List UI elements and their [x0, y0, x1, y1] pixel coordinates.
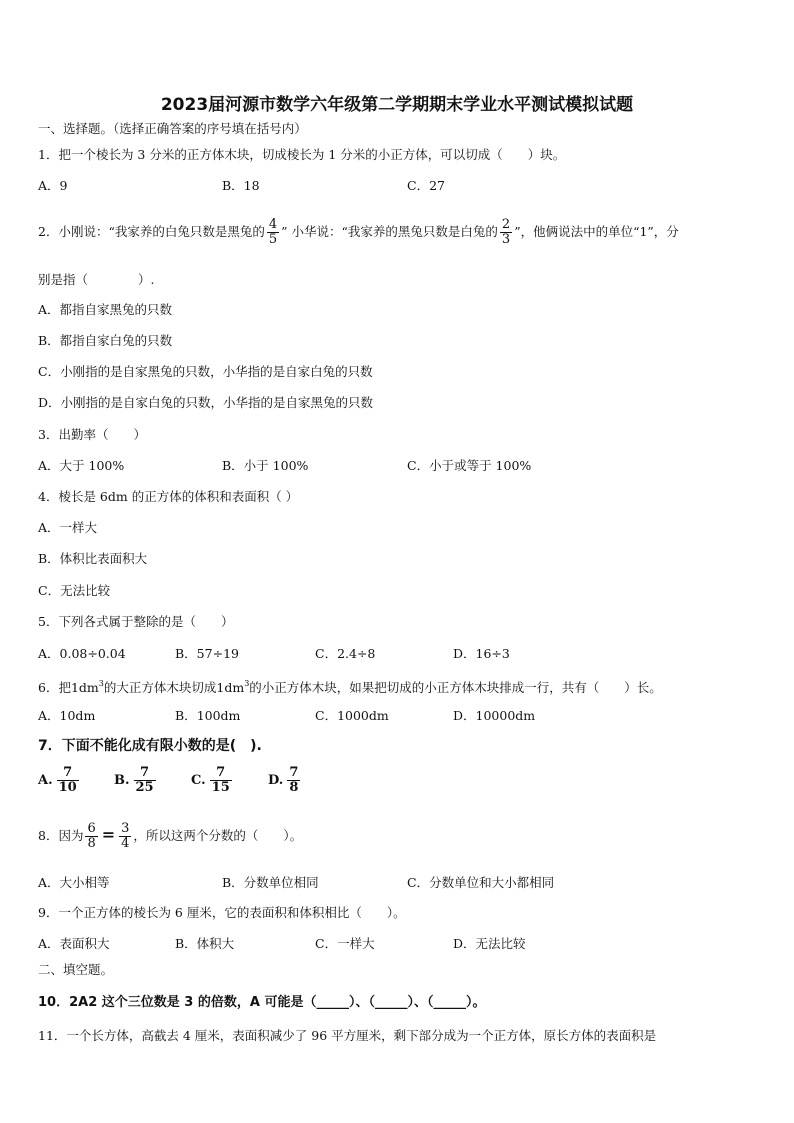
question-1: 1．把一个棱长为 3 分米的正方体木块，切成棱长为 1 分米的小正方体，可以切成（ ）块。 [38, 147, 566, 162]
question-3: 3．出勤率（ ） [38, 427, 146, 442]
q2-option-d: D．小刚指的是自家白兔的只数，小华指的是自家黑兔的只数 [38, 395, 374, 410]
q3-option-a: A．大于 100% [38, 458, 125, 473]
q2-fraction-2-numerator: 2 [501, 217, 511, 232]
q1-option-c: C．27 [407, 178, 445, 193]
q2-fraction-1 [267, 218, 279, 247]
q8-fraction-2: $\frac{3}{4}$ [121, 821, 130, 851]
q6-text-part3: 的小正方体木块，如果把切成的小正方体木块排成一行，共有（ ）长。 [249, 680, 662, 695]
q7-option-d: D. $\frac{7}{8}$ [268, 765, 299, 795]
question-10: 10．2A2 这个三位数是 3 的倍数，A 可能是（_____）、（_____）、（_____）。 [38, 995, 486, 1010]
q8-fraction-1: $\frac{6}{8}$ [87, 821, 96, 851]
q8-option-b: B．分数单位相同 [222, 875, 319, 890]
question-7: 7．下面不能化成有限小数的是( ). [38, 738, 262, 754]
question-6 [38, 676, 662, 696]
q5-option-c: C．2.4÷8 [315, 646, 376, 661]
question-4: 4．棱长是 6dm 的正方体的体积和表面积（ ） [38, 489, 299, 504]
q6-option-a: A．10dm [38, 708, 96, 723]
q6-option-d: D．10000dm [453, 708, 536, 723]
q6-exponent-1: 3 [98, 679, 104, 688]
q2-text-part2: ” 小华说：“我家养的黑兔只数是白兔的 [281, 224, 498, 239]
section-heading-choice: 一、选择题。（选择正确答案的序号填在括号内） [38, 121, 307, 136]
q6-option-c: C．1000dm [315, 708, 389, 723]
q2-option-c: C．小刚指的是自家黑兔的只数，小华指的是自家白兔的只数 [38, 364, 373, 379]
page-title: 2023届河源市数学六年级第二学期期末学业水平测试模拟试题 [160, 95, 634, 115]
question-2 [38, 213, 679, 251]
q4-option-c: C．无法比较 [38, 583, 111, 598]
q6-option-b: B．100dm [175, 708, 241, 723]
question-5: 5．下列各式属于整除的是（ ） [38, 614, 234, 629]
q6-exponent-2: 3 [244, 679, 250, 688]
question-8: 8．因为 $\frac{6}{8}$ = $\frac{3}{4}$ ，所以这两个分数的（ ）。 [38, 821, 303, 851]
q2-text-part1: 2．小刚说：“我家养的白兔只数是黑兔的 [38, 224, 265, 239]
q2-fraction-1-numerator: 4 [268, 217, 278, 232]
q7-option-a: A. $\frac{7}{10}$ [38, 765, 77, 795]
q5-option-a: A．0.08÷0.04 [38, 646, 126, 661]
q5-option-d: D．16÷3 [453, 646, 510, 661]
q6-text-part2: 的大正方体木块切成 [103, 680, 217, 695]
q3-option-c: C．小于或等于 100% [407, 458, 532, 473]
q4-option-a: A．一样大 [38, 520, 98, 535]
q8-option-a: A．大小相等 [38, 875, 110, 890]
section-heading-fill: 二、填空题。 [38, 962, 114, 977]
question-11: 11．一个长方体，高截去 4 厘米，表面积减少了 96 平方厘米，剩下部分成为一个正方体，原长方体的表面积是 [38, 1028, 657, 1043]
q6-text-part1: 6．把 [38, 680, 71, 695]
q4-option-b: B．体积比表面积大 [38, 551, 148, 566]
q7-option-b: B. $\frac{7}{25}$ [114, 765, 154, 795]
q6-unit-2: 1dm [216, 680, 245, 695]
q9-option-d: D．无法比较 [453, 936, 526, 951]
q8-option-c: C．分数单位和大小都相同 [407, 875, 555, 890]
q2-continuation: 别是指（ ）. [38, 272, 155, 287]
q2-text-part3: ”，他俩说法中的单位“1”，分 [514, 224, 679, 239]
q2-fraction-1-denominator: 5 [268, 232, 278, 247]
q6-unit-1: 1dm [70, 680, 99, 695]
q1-option-a: A．9 [38, 178, 68, 193]
q9-option-b: B．体积大 [175, 936, 235, 951]
q1-option-b: B．18 [222, 178, 260, 193]
q2-option-a: A．都指自家黑兔的只数 [38, 302, 173, 317]
question-9: 9．一个正方体的棱长为 6 厘米，它的表面积和体积相比（ ）。 [38, 905, 406, 920]
q3-option-b: B．小于 100% [222, 458, 309, 473]
q9-option-a: A．表面积大 [38, 936, 110, 951]
q2-fraction-2 [500, 218, 512, 247]
q2-option-b: B．都指自家白兔的只数 [38, 333, 173, 348]
q2-fraction-2-denominator: 3 [501, 232, 511, 247]
q9-option-c: C．一样大 [315, 936, 375, 951]
q5-option-b: B．57÷19 [175, 646, 239, 661]
q7-option-c: C. $\frac{7}{15}$ [191, 765, 230, 795]
